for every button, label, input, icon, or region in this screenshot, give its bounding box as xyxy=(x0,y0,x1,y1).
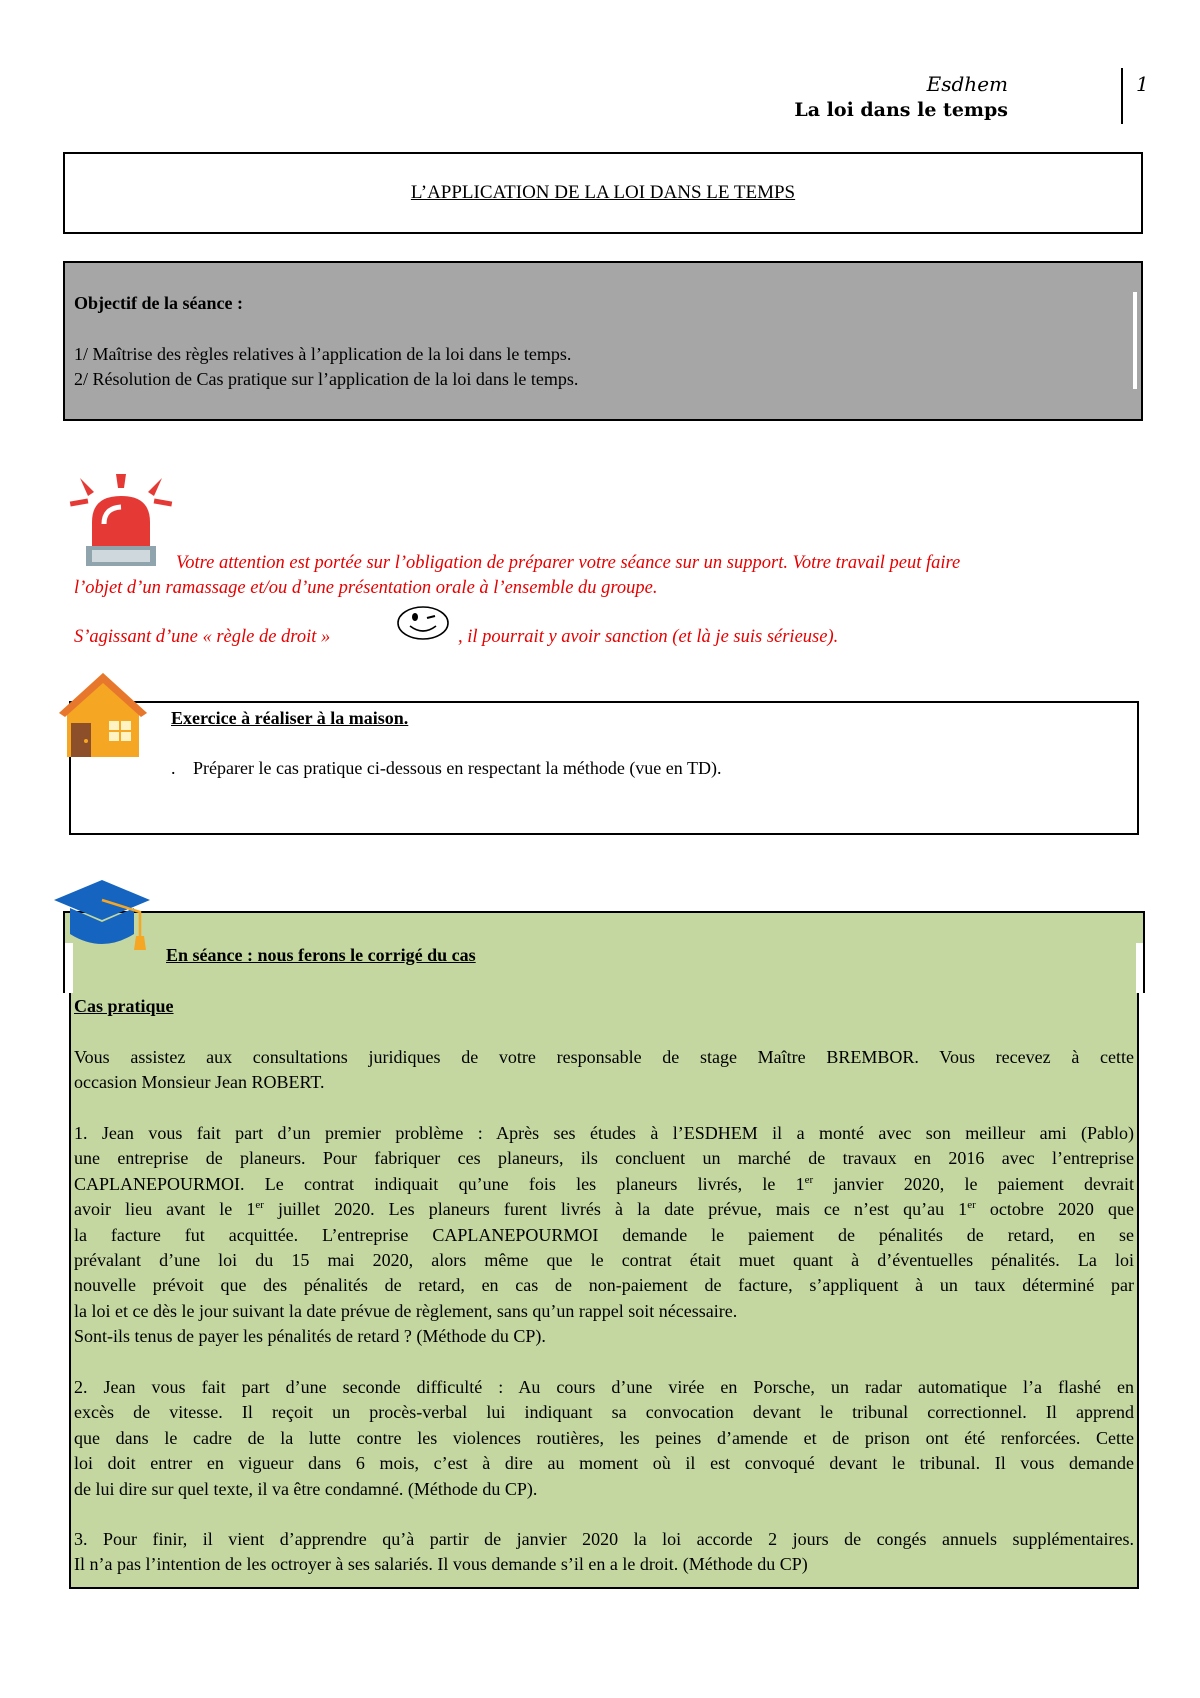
case-line: excès de vitesse. Il reçoit un procès-verbal lui indiquant sa convocation devant le tribunal correctionnel. Il apprend xyxy=(74,1402,1134,1423)
case-intro xyxy=(74,1045,1134,1096)
case-question-1 xyxy=(74,1121,1134,1350)
header-divider xyxy=(1121,68,1123,124)
case-text: avoir lieu avant le 1 xyxy=(74,1199,256,1220)
case-line: loi doit entrer en vigueur dans 6 mois, c’est à dire au moment où il est convoqué devant le tribunal. Il vous demande xyxy=(74,1453,1134,1474)
case-line: la loi et ce dès le jour suivant la date prévue de règlement, sans qu’un rappel soit nécessaire. xyxy=(74,1300,738,1321)
case-text: octobre 2020 que xyxy=(975,1199,1134,1220)
session-header-border-right xyxy=(1143,911,1145,993)
house-icon xyxy=(57,671,149,759)
case-text: juillet 2020. Les planeurs furent livrés à la date prévue, mais ce n’est qu’au 1 xyxy=(263,1199,968,1220)
case-line: que dans le cadre de la lutte contre les violences routières, les peines d’amende et de prison ont été renforcées. Cette xyxy=(74,1427,1134,1448)
alarm-icon xyxy=(68,474,174,574)
attention-line: l’objet d’un ramassage et/ou d’une présentation orale à l’ensemble du groupe. xyxy=(74,578,658,598)
session-header-inset-right xyxy=(1136,943,1143,993)
page-title: L’APPLICATION DE LA LOI DANS LE TEMPS xyxy=(410,182,796,203)
objective-heading: Objectif de la séance : xyxy=(74,293,243,313)
case-line: la facture fut acquittée. L’entreprise CAPLANEPOURMOI demande le paiement de pénalités de retard, en se xyxy=(74,1224,1134,1245)
case-title: Cas pratique xyxy=(74,996,174,1016)
case-line xyxy=(74,1172,1134,1197)
case-line: 3. Pour finir, il vient d’apprendre qu’à partir de janvier 2020 la loi accorde 2 jours de congés annuels supplémentaires. xyxy=(74,1529,1134,1549)
page-number: 1 xyxy=(1136,72,1149,96)
title-box xyxy=(63,152,1143,234)
header-school: Esdhem xyxy=(926,72,1008,96)
ordinal-superscript: er xyxy=(255,1199,264,1212)
header-subject: La loi dans le temps xyxy=(794,99,1008,121)
objective-item: 1/ Maîtrise des règles relatives à l’application de la loi dans le temps. xyxy=(74,344,572,364)
case-question-3 xyxy=(74,1527,1134,1578)
attention-line: Votre attention est portée sur l’obligation de préparer votre séance sur un support. Votre travail peut faire xyxy=(176,553,961,573)
case-line: de lui dire sur quel texte, il va être condamné. (Méthode du CP). xyxy=(74,1478,538,1499)
objective-box-edge xyxy=(1133,292,1137,389)
case-line: une entreprise de planeurs. Pour fabriquer ces planeurs, ils concluent un marché de travaux en 2016 avec l’entreprise xyxy=(74,1148,1134,1169)
case-line: Sont-ils tenus de payer les pénalités de retard ? (Méthode du CP). xyxy=(74,1326,546,1347)
session-heading: En séance : nous ferons le corrigé du cas xyxy=(166,945,476,965)
ordinal-superscript: er xyxy=(967,1199,976,1212)
case-question-2 xyxy=(74,1375,1134,1502)
case-line: prévalant d’une loi du 15 mai 2020, alors même que le contrat était muet quant à d’éventuelles pénalités. La loi xyxy=(74,1250,1134,1271)
case-line xyxy=(74,1197,1134,1222)
attention-line: S’agissant d’une « règle de droit » xyxy=(74,627,331,647)
ordinal-superscript: er xyxy=(804,1173,814,1186)
case-text: CAPLANEPOURMOI. Le contrat indiquait qu’une fois les planeurs livrés, le 1 xyxy=(74,1173,805,1194)
attention-line: , il pourrait y avoir sanction (et là je suis sérieuse). xyxy=(458,627,839,647)
graduation-cap-icon xyxy=(52,878,152,954)
case-line: Il n’a pas l’intention de les octroyer à ses salariés. Il vous demande s’il en a le droit. (Méthode du CP) xyxy=(74,1554,808,1575)
homework-heading: Exercice à réaliser à la maison. xyxy=(171,708,409,728)
objective-box xyxy=(63,261,1143,421)
case-text: janvier 2020, le paiement devrait xyxy=(813,1173,1134,1194)
case-line: 1. Jean vous fait part d’un premier problème : Après ses études à l’ESDHEM il a monté avec son meilleur ami (Pablo) xyxy=(74,1123,1134,1143)
wink-smiley-icon xyxy=(396,605,450,641)
case-line: occasion Monsieur Jean ROBERT. xyxy=(74,1072,325,1093)
homework-bullet: . xyxy=(171,758,176,778)
case-line: 2. Jean vous fait part d’une seconde difficulté : Au cours d’une virée en Porsche, un radar automatique l’a flashé en xyxy=(74,1377,1134,1397)
homework-item: Préparer le cas pratique ci-dessous en respectant la méthode (vue en TD). xyxy=(193,758,722,778)
case-line: Vous assistez aux consultations juridiques de votre responsable de stage Maître BREMBOR. Vous recevez à cette xyxy=(74,1047,1134,1067)
case-line: nouvelle prévoit que des pénalités de retard, en cas de non-paiement de facture, s’appliquent à un taux déterminé par xyxy=(74,1275,1134,1296)
objective-item: 2/ Résolution de Cas pratique sur l’application de la loi dans le temps. xyxy=(74,369,579,389)
